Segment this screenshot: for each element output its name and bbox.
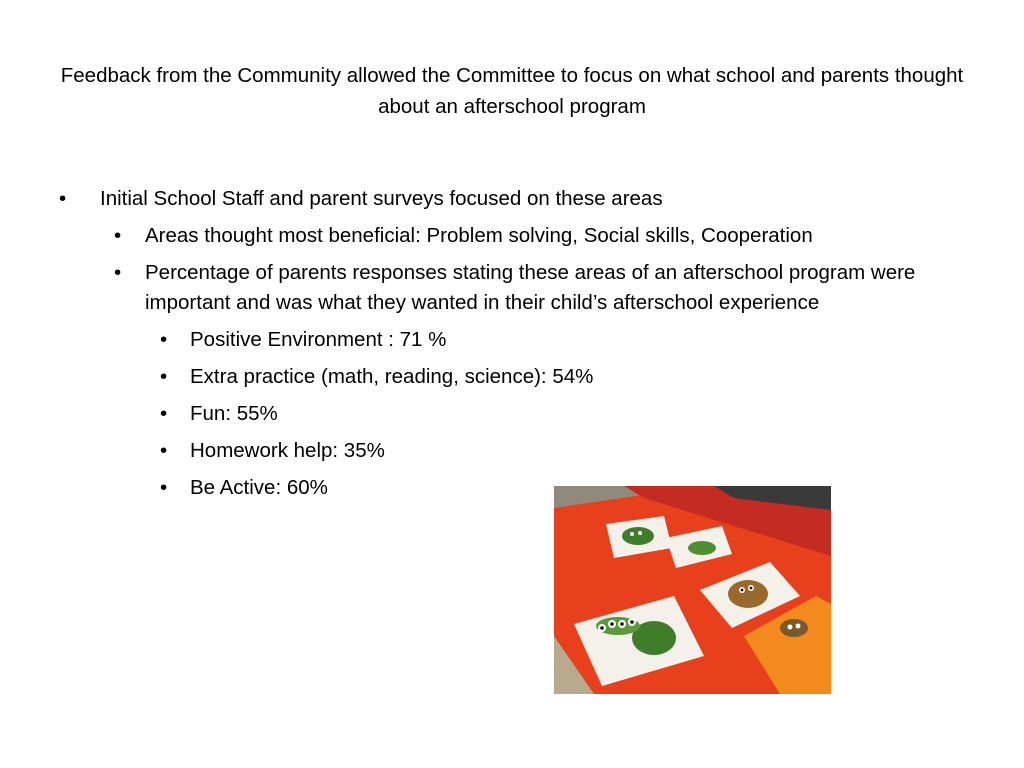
bullet-list [0, 184, 1024, 510]
bullet-item [0, 399, 890, 429]
bullet-icon: • [114, 261, 122, 284]
bullet-icon: • [160, 365, 168, 388]
googly-eye [796, 624, 801, 629]
bullet-item [0, 325, 890, 355]
bullet-item [0, 436, 890, 466]
bullet-text: Percentage of parents responses stating these areas of an afterschool program were important and was what they wanted in their child’s afterschool experience [145, 261, 916, 314]
googly-eye [788, 625, 793, 630]
bullet-item [0, 258, 980, 318]
leaf [688, 541, 716, 555]
slide-title: Feedback from the Community allowed the Committee to focus on what school and parents thought about an afterschool program [60, 64, 964, 118]
googly-pupil [750, 587, 753, 590]
photo-illustration [554, 486, 831, 694]
bullet-text: Be Active: 60% [190, 476, 328, 499]
bullet-item [0, 362, 890, 392]
googly-eye [638, 531, 642, 535]
googly-eye [630, 532, 634, 536]
bullet-icon: • [160, 439, 168, 462]
leaf [780, 619, 808, 637]
googly-pupil [600, 626, 604, 630]
bullet-text: Fun: 55% [190, 402, 278, 425]
googly-pupil [630, 620, 634, 624]
bullet-text: Homework help: 35% [190, 439, 385, 462]
bullet-icon: • [114, 224, 122, 247]
bullet-text: Extra practice (math, reading, science): 54% [190, 365, 594, 388]
bullet-item [0, 184, 980, 214]
bullet-text: Areas thought most beneficial: Problem solving, Social skills, Cooperation [145, 224, 813, 247]
googly-pupil [741, 589, 744, 592]
googly-pupil [610, 622, 614, 626]
bullet-icon: • [160, 476, 168, 499]
bullet-icon: • [160, 402, 168, 425]
bullet-text: Initial School Staff and parent surveys focused on these areas [100, 187, 663, 210]
bullet-icon: • [59, 187, 67, 210]
leaf [728, 580, 768, 608]
bullet-item [0, 221, 980, 251]
bullet-text: Positive Environment : 71 % [190, 328, 447, 351]
classroom-crafts-photo [554, 486, 831, 694]
bullet-icon: • [160, 328, 168, 351]
googly-pupil [620, 622, 624, 626]
leaf [622, 527, 654, 545]
